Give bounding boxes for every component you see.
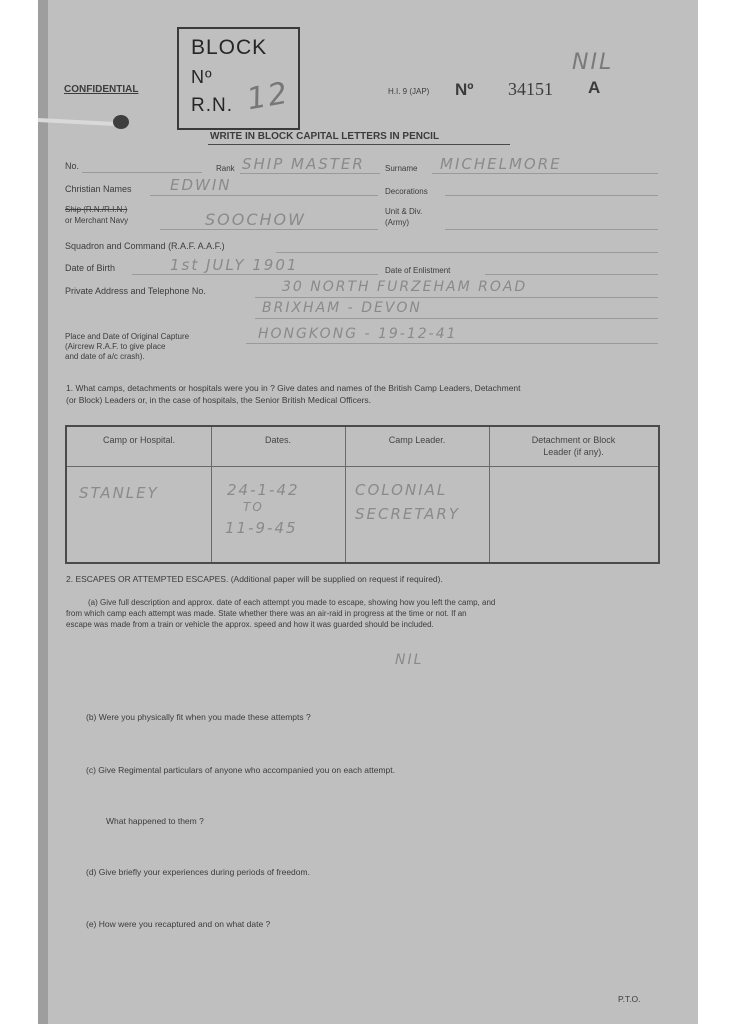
table-cell-date-from: 24-1-42 xyxy=(227,481,300,499)
capture-label-1: Place and Date of Original Capture xyxy=(65,332,190,341)
ship-label-2: or Merchant Navy xyxy=(65,216,129,225)
question-2c-followup: What happened to them ? xyxy=(106,816,204,826)
christian-names-line xyxy=(150,195,378,196)
capture-label-3: and date of a/c crash). xyxy=(65,352,145,361)
rank-value: SHIP MASTER xyxy=(242,155,365,173)
table-divider-2 xyxy=(345,427,346,562)
enlistment-label: Date of Enlistment xyxy=(385,266,451,275)
dob-label: Date of Birth xyxy=(65,263,116,273)
table-header-detachment: Detachment or Block xyxy=(531,435,616,445)
surname-label: Surname xyxy=(385,164,418,173)
stamp-line-no: Nº xyxy=(191,67,213,87)
stamp-line-block: BLOCK xyxy=(191,36,268,59)
enlistment-line xyxy=(485,274,658,275)
address-line-rule-1 xyxy=(255,297,658,298)
table-header-detachment-2: Leader (if any). xyxy=(543,447,604,457)
page-edge-shadow xyxy=(38,0,48,1024)
stamp-line-rn: R.N. xyxy=(191,95,233,116)
rank-label: Rank xyxy=(216,164,235,173)
number-label: Nº xyxy=(455,80,474,99)
ship-line xyxy=(160,229,378,230)
dob-value: 1st JULY 1901 xyxy=(170,256,299,274)
unit-label-1: Unit & Div. xyxy=(385,207,423,216)
instruction-heading: WRITE IN BLOCK CAPITAL LETTERS IN PENCIL xyxy=(210,131,440,142)
address-line-2: BRIXHAM - DEVON xyxy=(262,300,422,316)
question-1-line-1: 1. What camps, detachments or hospitals were you in ? Give dates and names of the British Camp Leaders, Detachment xyxy=(66,383,521,393)
serial-number: 34151 xyxy=(508,79,553,99)
form-code: H.I. 9 (JAP) xyxy=(388,87,430,96)
no-line xyxy=(82,172,202,173)
capture-line xyxy=(246,343,658,344)
christian-names-value: EDWIN xyxy=(170,176,232,194)
block-stamp xyxy=(177,27,300,130)
capture-value: HONGKONG - 19-12-41 xyxy=(258,326,458,342)
table-cell-leader-1: COLONIAL xyxy=(355,481,448,499)
decorations-line xyxy=(445,195,658,196)
table-header-rule xyxy=(67,466,658,467)
question-2c: (c) Give Regimental particulars of anyone who accompanied you on each attempt. xyxy=(86,765,395,775)
unit-label-2: (Army) xyxy=(385,218,409,227)
address-line-rule-2 xyxy=(255,318,658,319)
rank-line xyxy=(240,173,380,174)
question-2a-line-1: (a) Give full description and approx. date of each attempt you made to escape, showing how you left the camp, and xyxy=(88,598,496,607)
question-2d: (d) Give briefly your experiences during periods of freedom. xyxy=(86,867,310,877)
surname-line xyxy=(432,173,658,174)
ship-label-1: Ship (R.N./R.I.N.) xyxy=(65,205,128,214)
decorations-label: Decorations xyxy=(385,187,428,196)
christian-names-label: Christian Names xyxy=(65,184,132,194)
stamp-handwritten-number: 12 xyxy=(244,75,292,118)
question-2b: (b) Were you physically fit when you made these attempts ? xyxy=(86,712,311,722)
surname-value: MICHELMORE xyxy=(440,155,562,173)
squadron-line xyxy=(276,252,658,253)
serial-suffix: A xyxy=(588,78,601,97)
pto-label: P.T.O. xyxy=(618,994,641,1004)
table-cell-leader-2: SECRETARY xyxy=(355,505,461,523)
question-2a-line-2: from which camp each attempt was made. State whether there was an air-raid in progress at the time or not. If an xyxy=(66,609,467,618)
corner-note: NIL xyxy=(572,50,614,75)
no-label: No. xyxy=(65,161,80,171)
dob-line xyxy=(132,274,378,275)
ship-value: SOOCHOW xyxy=(205,210,306,229)
table-cell-date-to: 11-9-45 xyxy=(225,519,298,537)
punch-hole xyxy=(113,115,129,129)
table-cell-camp: STANLEY xyxy=(79,484,159,502)
address-label: Private Address and Telephone No. xyxy=(65,286,206,296)
table-divider-1 xyxy=(211,427,212,562)
instruction-underline xyxy=(208,144,510,145)
table-cell-date-to-word: TO xyxy=(243,500,264,514)
table-header-leader: Camp Leader. xyxy=(388,435,446,445)
question-1-line-2: (or Block) Leaders or, in the case of hospitals, the Senior British Medical Officers. xyxy=(66,395,372,405)
table-header-camp: Camp or Hospital. xyxy=(102,435,176,445)
unit-line xyxy=(445,229,658,230)
question-2e: (e) How were you recaptured and on what date ? xyxy=(86,919,271,929)
question-2-title: 2. ESCAPES OR ATTEMPTED ESCAPES. (Additional paper will be supplied on request if required). xyxy=(66,574,443,584)
confidential-label: CONFIDENTIAL xyxy=(64,84,139,95)
question-2a-answer: NIL xyxy=(395,652,424,668)
squadron-label: Squadron and Command (R.A.F. A.A.F.) xyxy=(65,241,225,251)
address-line-1: 30 NORTH FURZEHAM ROAD xyxy=(282,279,528,295)
capture-label-2: (Aircrew R.A.F. to give place xyxy=(65,342,166,351)
camp-table xyxy=(65,425,660,564)
table-header-dates: Dates. xyxy=(264,435,291,445)
question-2a-line-3: escape was made from a train or vehicle the approx. speed and how it was guarded should be included. xyxy=(66,620,434,629)
